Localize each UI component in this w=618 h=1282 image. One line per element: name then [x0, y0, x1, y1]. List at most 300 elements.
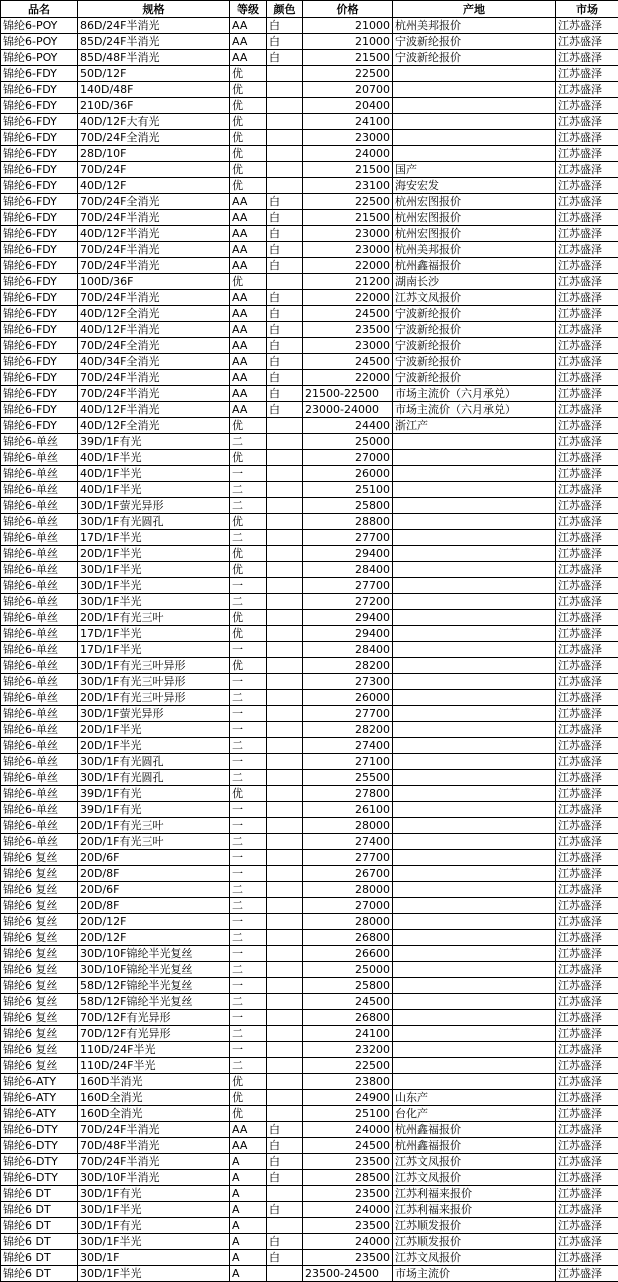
- cell-color[interactable]: [267, 562, 303, 578]
- cell-spec[interactable]: 58D/12F锦纶半光复丝: [78, 978, 230, 994]
- cell-price[interactable]: 27700: [303, 530, 393, 546]
- cell-spec[interactable]: 40D/12F半消光: [78, 322, 230, 338]
- cell-origin[interactable]: [393, 802, 556, 818]
- cell-color[interactable]: [267, 690, 303, 706]
- cell-price[interactable]: 20700: [303, 82, 393, 98]
- cell-origin[interactable]: [393, 98, 556, 114]
- cell-price[interactable]: 26000: [303, 690, 393, 706]
- cell-price[interactable]: 24400: [303, 418, 393, 434]
- cell-color[interactable]: [267, 626, 303, 642]
- cell-market[interactable]: 江苏盛泽: [556, 770, 618, 786]
- cell-product-name[interactable]: 锦纶6-单丝: [1, 802, 78, 818]
- cell-price[interactable]: 24900: [303, 1090, 393, 1106]
- cell-grade[interactable]: 二: [230, 930, 267, 946]
- cell-origin[interactable]: [393, 882, 556, 898]
- cell-market[interactable]: 江苏盛泽: [556, 242, 618, 258]
- cell-market[interactable]: 江苏盛泽: [556, 402, 618, 418]
- cell-market[interactable]: 江苏盛泽: [556, 290, 618, 306]
- cell-origin[interactable]: [393, 818, 556, 834]
- cell-grade[interactable]: 一: [230, 1042, 267, 1058]
- cell-color[interactable]: [267, 546, 303, 562]
- cell-price[interactable]: 21500: [303, 210, 393, 226]
- cell-grade[interactable]: A: [230, 1234, 267, 1250]
- cell-market[interactable]: 江苏盛泽: [556, 1042, 618, 1058]
- cell-price[interactable]: 25800: [303, 978, 393, 994]
- cell-product-name[interactable]: 锦纶6-单丝: [1, 706, 78, 722]
- cell-product-name[interactable]: 锦纶6-FDY: [1, 114, 78, 130]
- cell-market[interactable]: 江苏盛泽: [556, 610, 618, 626]
- cell-origin[interactable]: 江苏文凤报价: [393, 1154, 556, 1170]
- cell-product-name[interactable]: 锦纶6-FDY: [1, 370, 78, 386]
- cell-grade[interactable]: 优: [230, 162, 267, 178]
- cell-origin[interactable]: [393, 130, 556, 146]
- cell-product-name[interactable]: 锦纶6-FDY: [1, 290, 78, 306]
- cell-market[interactable]: 江苏盛泽: [556, 962, 618, 978]
- cell-market[interactable]: 江苏盛泽: [556, 194, 618, 210]
- cell-grade[interactable]: AA: [230, 1138, 267, 1154]
- cell-market[interactable]: 江苏盛泽: [556, 738, 618, 754]
- cell-price[interactable]: 23500: [303, 322, 393, 338]
- cell-price[interactable]: 23800: [303, 1074, 393, 1090]
- cell-color[interactable]: 白: [267, 306, 303, 322]
- cell-grade[interactable]: 优: [230, 562, 267, 578]
- cell-price[interactable]: 23100: [303, 178, 393, 194]
- cell-product-name[interactable]: 锦纶6-单丝: [1, 722, 78, 738]
- cell-product-name[interactable]: 锦纶6-POY: [1, 18, 78, 34]
- cell-price[interactable]: 29400: [303, 610, 393, 626]
- cell-grade[interactable]: 一: [230, 850, 267, 866]
- cell-grade[interactable]: 二: [230, 482, 267, 498]
- cell-spec[interactable]: 30D/1F半光: [78, 562, 230, 578]
- cell-price[interactable]: 24500: [303, 1138, 393, 1154]
- cell-price[interactable]: 26800: [303, 1010, 393, 1026]
- header-grade[interactable]: 等级: [230, 1, 267, 18]
- cell-grade[interactable]: 二: [230, 690, 267, 706]
- cell-color[interactable]: 白: [267, 1234, 303, 1250]
- cell-spec[interactable]: 50D/12F: [78, 66, 230, 82]
- cell-product-name[interactable]: 锦纶6 复丝: [1, 898, 78, 914]
- cell-spec[interactable]: 20D/6F: [78, 882, 230, 898]
- cell-color[interactable]: [267, 1042, 303, 1058]
- cell-price[interactable]: 22000: [303, 290, 393, 306]
- cell-price[interactable]: 24000: [303, 1234, 393, 1250]
- cell-price[interactable]: 27200: [303, 594, 393, 610]
- cell-origin[interactable]: [393, 578, 556, 594]
- cell-market[interactable]: 江苏盛泽: [556, 690, 618, 706]
- cell-spec[interactable]: 160D全消光: [78, 1106, 230, 1122]
- cell-grade[interactable]: AA: [230, 306, 267, 322]
- cell-price[interactable]: 26800: [303, 930, 393, 946]
- cell-origin[interactable]: [393, 1042, 556, 1058]
- cell-price[interactable]: 21000: [303, 18, 393, 34]
- cell-market[interactable]: 江苏盛泽: [556, 1090, 618, 1106]
- cell-color[interactable]: 白: [267, 1250, 303, 1266]
- cell-market[interactable]: 江苏盛泽: [556, 850, 618, 866]
- cell-market[interactable]: 江苏盛泽: [556, 66, 618, 82]
- header-origin[interactable]: 产地: [393, 1, 556, 18]
- cell-spec[interactable]: 20D/1F有光三叶异形: [78, 690, 230, 706]
- cell-origin[interactable]: 宁波新纶报价: [393, 306, 556, 322]
- cell-spec[interactable]: 40D/12F半消光: [78, 226, 230, 242]
- cell-spec[interactable]: 70D/24F半消光: [78, 386, 230, 402]
- cell-price[interactable]: 27700: [303, 706, 393, 722]
- cell-grade[interactable]: AA: [230, 242, 267, 258]
- cell-color[interactable]: 白: [267, 34, 303, 50]
- cell-price[interactable]: 27700: [303, 850, 393, 866]
- cell-spec[interactable]: 39D/1F有光: [78, 802, 230, 818]
- cell-market[interactable]: 江苏盛泽: [556, 786, 618, 802]
- cell-grade[interactable]: 二: [230, 1058, 267, 1074]
- cell-price[interactable]: 23500-24500: [303, 1266, 393, 1282]
- cell-product-name[interactable]: 锦纶6-ATY: [1, 1106, 78, 1122]
- cell-origin[interactable]: [393, 994, 556, 1010]
- cell-spec[interactable]: 160D半消光: [78, 1074, 230, 1090]
- cell-color[interactable]: 白: [267, 386, 303, 402]
- cell-origin[interactable]: [393, 946, 556, 962]
- cell-origin[interactable]: 宁波新纶报价: [393, 322, 556, 338]
- cell-product-name[interactable]: 锦纶6-DTY: [1, 1138, 78, 1154]
- cell-grade[interactable]: 优: [230, 98, 267, 114]
- cell-market[interactable]: 江苏盛泽: [556, 898, 618, 914]
- cell-price[interactable]: 28000: [303, 818, 393, 834]
- cell-market[interactable]: 江苏盛泽: [556, 994, 618, 1010]
- cell-grade[interactable]: 二: [230, 1026, 267, 1042]
- cell-spec[interactable]: 86D/24F半消光: [78, 18, 230, 34]
- cell-color[interactable]: 白: [267, 1202, 303, 1218]
- cell-origin[interactable]: 杭州宏图报价: [393, 194, 556, 210]
- cell-spec[interactable]: 70D/24F: [78, 162, 230, 178]
- cell-spec[interactable]: 40D/12F大有光: [78, 114, 230, 130]
- cell-price[interactable]: 22000: [303, 370, 393, 386]
- cell-price[interactable]: 28000: [303, 882, 393, 898]
- cell-origin[interactable]: 市场主流价（六月承兑）: [393, 402, 556, 418]
- cell-spec[interactable]: 110D/24F半光: [78, 1058, 230, 1074]
- cell-product-name[interactable]: 锦纶6-FDY: [1, 386, 78, 402]
- cell-color[interactable]: 白: [267, 50, 303, 66]
- cell-origin[interactable]: [393, 146, 556, 162]
- cell-price[interactable]: 22500: [303, 194, 393, 210]
- cell-grade[interactable]: 优: [230, 1090, 267, 1106]
- cell-product-name[interactable]: 锦纶6-FDY: [1, 402, 78, 418]
- cell-origin[interactable]: [393, 658, 556, 674]
- cell-origin[interactable]: 杭州美邦报价: [393, 18, 556, 34]
- cell-price[interactable]: 28400: [303, 642, 393, 658]
- cell-color[interactable]: [267, 1218, 303, 1234]
- cell-spec[interactable]: 85D/24F半消光: [78, 34, 230, 50]
- cell-grade[interactable]: AA: [230, 338, 267, 354]
- cell-origin[interactable]: 江苏利福来报价: [393, 1202, 556, 1218]
- cell-price[interactable]: 27000: [303, 450, 393, 466]
- cell-product-name[interactable]: 锦纶6-DTY: [1, 1154, 78, 1170]
- cell-origin[interactable]: [393, 786, 556, 802]
- cell-color[interactable]: [267, 466, 303, 482]
- cell-origin[interactable]: [393, 498, 556, 514]
- cell-grade[interactable]: AA: [230, 18, 267, 34]
- cell-origin[interactable]: [393, 850, 556, 866]
- cell-grade[interactable]: 一: [230, 866, 267, 882]
- cell-spec[interactable]: 30D/1F有光圆孔: [78, 754, 230, 770]
- cell-grade[interactable]: 一: [230, 1010, 267, 1026]
- cell-origin[interactable]: [393, 466, 556, 482]
- cell-grade[interactable]: 优: [230, 66, 267, 82]
- cell-product-name[interactable]: 锦纶6-FDY: [1, 210, 78, 226]
- cell-grade[interactable]: A: [230, 1186, 267, 1202]
- cell-market[interactable]: 江苏盛泽: [556, 882, 618, 898]
- cell-origin[interactable]: [393, 546, 556, 562]
- cell-origin[interactable]: [393, 594, 556, 610]
- cell-spec[interactable]: 30D/1F有光三叶异形: [78, 674, 230, 690]
- cell-price[interactable]: 27800: [303, 786, 393, 802]
- cell-origin[interactable]: [393, 450, 556, 466]
- cell-color[interactable]: [267, 834, 303, 850]
- cell-price[interactable]: 25500: [303, 770, 393, 786]
- cell-spec[interactable]: 30D/1F有光三叶异形: [78, 658, 230, 674]
- cell-spec[interactable]: 30D/10F半消光: [78, 1170, 230, 1186]
- cell-origin[interactable]: 杭州宏图报价: [393, 210, 556, 226]
- cell-product-name[interactable]: 锦纶6-单丝: [1, 546, 78, 562]
- cell-grade[interactable]: 优: [230, 114, 267, 130]
- cell-price[interactable]: 25000: [303, 434, 393, 450]
- cell-spec[interactable]: 160D全消光: [78, 1090, 230, 1106]
- cell-market[interactable]: 江苏盛泽: [556, 338, 618, 354]
- cell-grade[interactable]: 优: [230, 418, 267, 434]
- cell-market[interactable]: 江苏盛泽: [556, 946, 618, 962]
- cell-product-name[interactable]: 锦纶6-FDY: [1, 178, 78, 194]
- cell-product-name[interactable]: 锦纶6-单丝: [1, 578, 78, 594]
- cell-market[interactable]: 江苏盛泽: [556, 482, 618, 498]
- cell-product-name[interactable]: 锦纶6 复丝: [1, 914, 78, 930]
- cell-price[interactable]: 28400: [303, 562, 393, 578]
- cell-origin[interactable]: [393, 962, 556, 978]
- cell-market[interactable]: 江苏盛泽: [556, 18, 618, 34]
- cell-color[interactable]: 白: [267, 1154, 303, 1170]
- cell-price[interactable]: 22500: [303, 66, 393, 82]
- cell-product-name[interactable]: 锦纶6-单丝: [1, 594, 78, 610]
- cell-color[interactable]: [267, 178, 303, 194]
- cell-price[interactable]: 21200: [303, 274, 393, 290]
- cell-grade[interactable]: 二: [230, 994, 267, 1010]
- cell-product-name[interactable]: 锦纶6-单丝: [1, 610, 78, 626]
- cell-spec[interactable]: 20D/12F: [78, 914, 230, 930]
- cell-product-name[interactable]: 锦纶6-FDY: [1, 306, 78, 322]
- cell-product-name[interactable]: 锦纶6 DT: [1, 1250, 78, 1266]
- cell-spec[interactable]: 30D/1F半光: [78, 1266, 230, 1282]
- cell-grade[interactable]: 优: [230, 146, 267, 162]
- cell-spec[interactable]: 100D/36F: [78, 274, 230, 290]
- cell-product-name[interactable]: 锦纶6-FDY: [1, 354, 78, 370]
- cell-spec[interactable]: 20D/8F: [78, 866, 230, 882]
- cell-price[interactable]: 23000: [303, 226, 393, 242]
- cell-color[interactable]: [267, 1074, 303, 1090]
- cell-market[interactable]: 江苏盛泽: [556, 722, 618, 738]
- cell-color[interactable]: 白: [267, 322, 303, 338]
- cell-product-name[interactable]: 锦纶6-FDY: [1, 338, 78, 354]
- header-market[interactable]: 市场: [556, 1, 618, 18]
- cell-product-name[interactable]: 锦纶6-单丝: [1, 642, 78, 658]
- cell-grade[interactable]: 优: [230, 450, 267, 466]
- cell-origin[interactable]: 江苏文凤报价: [393, 1170, 556, 1186]
- cell-market[interactable]: 江苏盛泽: [556, 1250, 618, 1266]
- cell-product-name[interactable]: 锦纶6-单丝: [1, 482, 78, 498]
- cell-color[interactable]: 白: [267, 402, 303, 418]
- cell-origin[interactable]: 杭州美邦报价: [393, 242, 556, 258]
- cell-spec[interactable]: 70D/24F半消光: [78, 1154, 230, 1170]
- cell-market[interactable]: 江苏盛泽: [556, 434, 618, 450]
- cell-origin[interactable]: [393, 114, 556, 130]
- cell-spec[interactable]: 85D/48F半消光: [78, 50, 230, 66]
- cell-color[interactable]: [267, 610, 303, 626]
- cell-product-name[interactable]: 锦纶6-POY: [1, 34, 78, 50]
- cell-grade[interactable]: 一: [230, 706, 267, 722]
- cell-product-name[interactable]: 锦纶6-单丝: [1, 818, 78, 834]
- cell-spec[interactable]: 70D/24F半消光: [78, 210, 230, 226]
- cell-market[interactable]: 江苏盛泽: [556, 370, 618, 386]
- cell-price[interactable]: 23200: [303, 1042, 393, 1058]
- cell-price[interactable]: 24100: [303, 1026, 393, 1042]
- cell-market[interactable]: 江苏盛泽: [556, 322, 618, 338]
- header-color[interactable]: 颜色: [267, 1, 303, 18]
- cell-grade[interactable]: 优: [230, 610, 267, 626]
- cell-spec[interactable]: 30D/1F有光: [78, 1186, 230, 1202]
- cell-product-name[interactable]: 锦纶6 复丝: [1, 930, 78, 946]
- cell-price[interactable]: 23500: [303, 1218, 393, 1234]
- cell-spec[interactable]: 20D/1F半光: [78, 738, 230, 754]
- cell-grade[interactable]: 优: [230, 178, 267, 194]
- cell-color[interactable]: [267, 818, 303, 834]
- cell-spec[interactable]: 70D/24F半消光: [78, 290, 230, 306]
- cell-grade[interactable]: AA: [230, 50, 267, 66]
- cell-grade[interactable]: 一: [230, 642, 267, 658]
- cell-color[interactable]: [267, 1090, 303, 1106]
- cell-spec[interactable]: 40D/12F全消光: [78, 418, 230, 434]
- cell-origin[interactable]: [393, 866, 556, 882]
- cell-price[interactable]: 26000: [303, 466, 393, 482]
- cell-origin[interactable]: [393, 722, 556, 738]
- cell-price[interactable]: 24500: [303, 994, 393, 1010]
- cell-color[interactable]: [267, 706, 303, 722]
- cell-grade[interactable]: AA: [230, 354, 267, 370]
- cell-price[interactable]: 24000: [303, 1202, 393, 1218]
- cell-price[interactable]: 20400: [303, 98, 393, 114]
- cell-product-name[interactable]: 锦纶6 复丝: [1, 1010, 78, 1026]
- cell-product-name[interactable]: 锦纶6-FDY: [1, 274, 78, 290]
- cell-grade[interactable]: 一: [230, 722, 267, 738]
- cell-market[interactable]: 江苏盛泽: [556, 466, 618, 482]
- cell-market[interactable]: 江苏盛泽: [556, 594, 618, 610]
- cell-product-name[interactable]: 锦纶6-单丝: [1, 562, 78, 578]
- cell-spec[interactable]: 30D/1F半光: [78, 594, 230, 610]
- cell-color[interactable]: 白: [267, 258, 303, 274]
- cell-origin[interactable]: 杭州鑫福报价: [393, 1122, 556, 1138]
- cell-market[interactable]: 江苏盛泽: [556, 34, 618, 50]
- cell-product-name[interactable]: 锦纶6-单丝: [1, 738, 78, 754]
- cell-origin[interactable]: [393, 1074, 556, 1090]
- cell-origin[interactable]: 台化产: [393, 1106, 556, 1122]
- cell-color[interactable]: [267, 898, 303, 914]
- header-spec[interactable]: 规格: [78, 1, 230, 18]
- cell-origin[interactable]: [393, 898, 556, 914]
- cell-spec[interactable]: 40D/1F半光: [78, 450, 230, 466]
- cell-grade[interactable]: 优: [230, 82, 267, 98]
- cell-spec[interactable]: 40D/12F全消光: [78, 306, 230, 322]
- cell-price[interactable]: 25100: [303, 482, 393, 498]
- cell-price[interactable]: 21500: [303, 162, 393, 178]
- cell-color[interactable]: [267, 882, 303, 898]
- cell-price[interactable]: 26700: [303, 866, 393, 882]
- cell-price[interactable]: 29400: [303, 546, 393, 562]
- cell-market[interactable]: 江苏盛泽: [556, 82, 618, 98]
- cell-grade[interactable]: 优: [230, 658, 267, 674]
- cell-color[interactable]: [267, 994, 303, 1010]
- cell-price[interactable]: 28200: [303, 722, 393, 738]
- cell-market[interactable]: 江苏盛泽: [556, 1218, 618, 1234]
- cell-color[interactable]: [267, 754, 303, 770]
- cell-spec[interactable]: 70D/12F有光异形: [78, 1010, 230, 1026]
- cell-product-name[interactable]: 锦纶6 复丝: [1, 882, 78, 898]
- cell-market[interactable]: 江苏盛泽: [556, 450, 618, 466]
- cell-market[interactable]: 江苏盛泽: [556, 1138, 618, 1154]
- cell-market[interactable]: 江苏盛泽: [556, 354, 618, 370]
- cell-product-name[interactable]: 锦纶6-单丝: [1, 626, 78, 642]
- cell-spec[interactable]: 30D/10F锦纶半光复丝: [78, 946, 230, 962]
- cell-spec[interactable]: 20D/12F: [78, 930, 230, 946]
- cell-color[interactable]: [267, 578, 303, 594]
- cell-product-name[interactable]: 锦纶6 复丝: [1, 866, 78, 882]
- cell-grade[interactable]: 一: [230, 466, 267, 482]
- cell-spec[interactable]: 70D/24F半消光: [78, 1122, 230, 1138]
- cell-market[interactable]: 江苏盛泽: [556, 1026, 618, 1042]
- cell-grade[interactable]: 二: [230, 898, 267, 914]
- cell-market[interactable]: 江苏盛泽: [556, 674, 618, 690]
- cell-product-name[interactable]: 锦纶6 DT: [1, 1186, 78, 1202]
- cell-product-name[interactable]: 锦纶6-单丝: [1, 434, 78, 450]
- cell-spec[interactable]: 20D/8F: [78, 898, 230, 914]
- cell-grade[interactable]: 二: [230, 738, 267, 754]
- cell-product-name[interactable]: 锦纶6 复丝: [1, 994, 78, 1010]
- cell-color[interactable]: [267, 66, 303, 82]
- cell-spec[interactable]: 39D/1F有光: [78, 434, 230, 450]
- cell-grade[interactable]: 二: [230, 770, 267, 786]
- cell-product-name[interactable]: 锦纶6-FDY: [1, 146, 78, 162]
- cell-grade[interactable]: 优: [230, 546, 267, 562]
- cell-color[interactable]: [267, 594, 303, 610]
- cell-color[interactable]: [267, 450, 303, 466]
- cell-product-name[interactable]: 锦纶6-单丝: [1, 690, 78, 706]
- cell-price[interactable]: 22500: [303, 1058, 393, 1074]
- cell-color[interactable]: [267, 114, 303, 130]
- cell-color[interactable]: [267, 786, 303, 802]
- cell-price[interactable]: 24500: [303, 354, 393, 370]
- cell-grade[interactable]: AA: [230, 226, 267, 242]
- cell-color[interactable]: [267, 914, 303, 930]
- cell-spec[interactable]: 70D/24F半消光: [78, 242, 230, 258]
- cell-price[interactable]: 23500: [303, 1154, 393, 1170]
- cell-market[interactable]: 江苏盛泽: [556, 1234, 618, 1250]
- cell-grade[interactable]: AA: [230, 386, 267, 402]
- cell-market[interactable]: 江苏盛泽: [556, 386, 618, 402]
- cell-product-name[interactable]: 锦纶6-FDY: [1, 98, 78, 114]
- cell-spec[interactable]: 20D/1F有光三叶: [78, 834, 230, 850]
- cell-market[interactable]: 江苏盛泽: [556, 978, 618, 994]
- cell-spec[interactable]: 28D/10F: [78, 146, 230, 162]
- cell-color[interactable]: 白: [267, 1138, 303, 1154]
- cell-spec[interactable]: 70D/24F半消光: [78, 370, 230, 386]
- cell-spec[interactable]: 110D/24F半光: [78, 1042, 230, 1058]
- cell-spec[interactable]: 20D/1F有光三叶: [78, 610, 230, 626]
- cell-market[interactable]: 江苏盛泽: [556, 498, 618, 514]
- cell-origin[interactable]: [393, 738, 556, 754]
- cell-spec[interactable]: 30D/1F有光圆孔: [78, 770, 230, 786]
